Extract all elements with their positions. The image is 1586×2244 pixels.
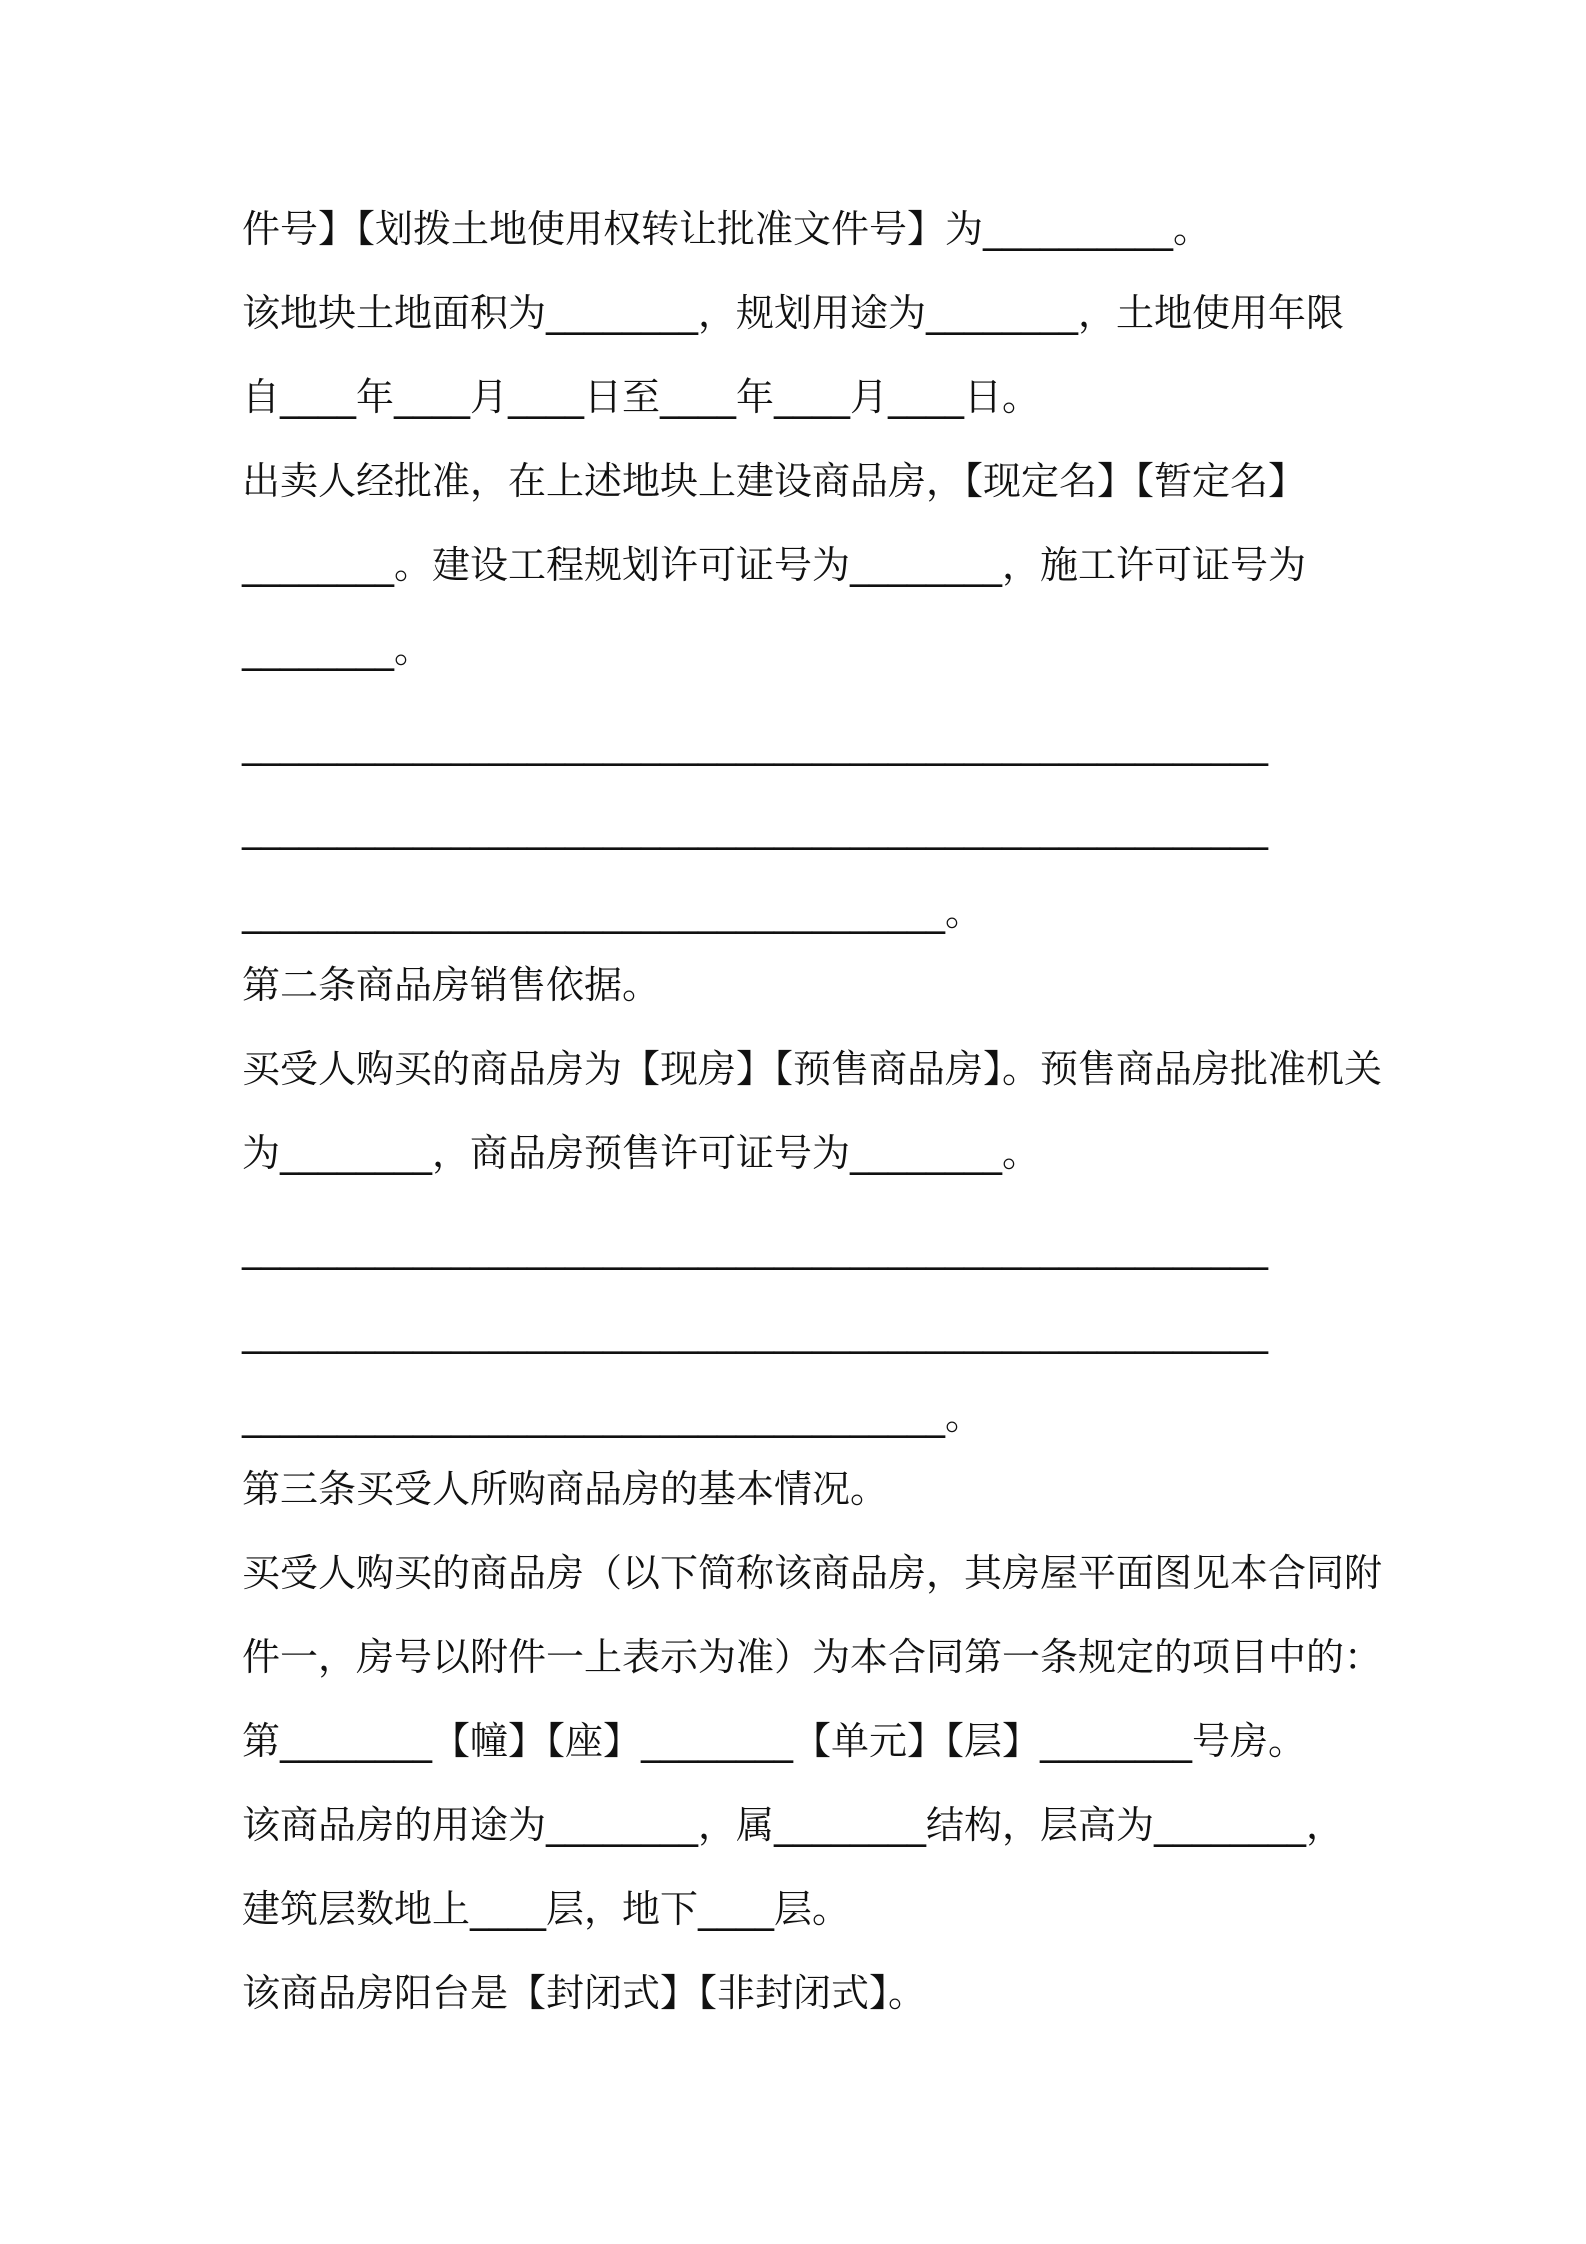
text-line: 建筑层数地上____层，地下____层。 bbox=[242, 1887, 851, 1931]
text-line: 该商品房的用途为________，属________结构，层高为________， bbox=[242, 1803, 1345, 1847]
blank-line: _____________________________________。 bbox=[242, 1394, 984, 1438]
text-line: 自____年____月____日至____年____月____日。 bbox=[242, 375, 1041, 419]
blank-line: _____________________________________。 bbox=[242, 890, 984, 934]
section-heading: 第三条买受人所购商品房的基本情况。 bbox=[242, 1467, 889, 1511]
text-line: 该地块土地面积为________，规划用途为________，土地使用年限 bbox=[242, 291, 1345, 335]
blank-line: ______________________________________________________ bbox=[242, 1310, 1268, 1354]
text-line: 买受人购买的商品房（以下简称该商品房，其房屋平面图见本合同附 bbox=[242, 1551, 1383, 1595]
section-heading: 第二条商品房销售依据。 bbox=[242, 963, 661, 1007]
text-line: 该商品房阳台是【封闭式】【非封闭式】。 bbox=[242, 1971, 927, 2015]
text-line: ________。 bbox=[242, 627, 433, 671]
text-line: 第________【幢】【座】________【单元】【层】________号房。 bbox=[242, 1719, 1307, 1763]
blank-line: ______________________________________________________ bbox=[242, 1226, 1268, 1270]
text-line: 买受人购买的商品房为【现房】【预售商品房】。预售商品房批准机关 bbox=[242, 1047, 1383, 1091]
text-line: ________。建设工程规划许可证号为________，施工许可证号为 bbox=[242, 543, 1307, 587]
text-line: 为________，商品房预售许可证号为________。 bbox=[242, 1131, 1041, 1175]
blank-line: ______________________________________________________ bbox=[242, 722, 1268, 766]
text-line: 件一，房号以附件一上表示为准）为本合同第一条规定的项目中的： bbox=[242, 1635, 1383, 1679]
text-line: 件号】【划拨土地使用权转让批准文件号】为__________。 bbox=[242, 207, 1212, 251]
blank-line: ______________________________________________________ bbox=[242, 806, 1268, 850]
text-line: 出卖人经批准，在上述地块上建设商品房，【现定名】【暂定名】 bbox=[242, 459, 1307, 503]
